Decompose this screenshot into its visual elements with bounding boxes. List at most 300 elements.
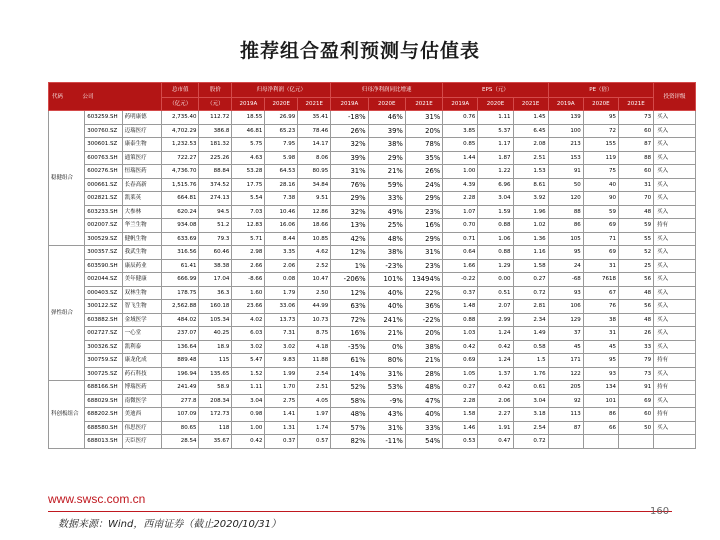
eps-2019a: 1.44 (443, 151, 478, 165)
net-profit-2021e: 1.74 (298, 421, 331, 435)
eps-2019a: 4.39 (443, 178, 478, 192)
forecast-table (48, 82, 696, 449)
share-price: 94.5 (199, 205, 232, 219)
pe-2020e: 59 (583, 205, 618, 219)
net-profit-2021e: 34.84 (298, 178, 331, 192)
table-row (49, 381, 696, 395)
table-row (49, 286, 696, 300)
net-profit-2019a: 2.66 (232, 259, 265, 273)
growth-2021e: 54% (405, 435, 442, 449)
rating: 买入 (654, 394, 696, 408)
pe-2021e: 87 (618, 138, 653, 152)
growth-2021e: 13494% (405, 273, 442, 287)
share-price: 208.34 (199, 394, 232, 408)
stock-code: 002727.SZ (85, 327, 122, 341)
stock-code: 603590.SH (85, 259, 122, 273)
net-profit-2021e: 2.50 (298, 286, 331, 300)
eps-2020e: 0.00 (478, 273, 513, 287)
net-profit-2019a: 17.75 (232, 178, 265, 192)
rating: 买入 (654, 421, 696, 435)
col-header-code: 代码 (52, 93, 64, 100)
share-price: 112.72 (199, 111, 232, 125)
table-row (49, 394, 696, 408)
company-name: 康龙化成 (122, 354, 162, 368)
eps-2020e: 1.87 (478, 151, 513, 165)
eps-2020e: 5.37 (478, 124, 513, 138)
eps-2021e: 1.5 (513, 354, 548, 368)
eps-2019a: 1.58 (443, 408, 478, 422)
net-profit-2020e: 13.73 (265, 313, 298, 327)
year-header: 2020E (478, 98, 513, 111)
table-row (49, 421, 696, 435)
growth-2021e: 28% (405, 367, 442, 381)
eps-2021e: 0.72 (513, 435, 548, 449)
growth-2019a: 76% (331, 178, 368, 192)
growth-2020e: 80% (368, 354, 405, 368)
pe-2019a: 24 (548, 259, 583, 273)
eps-2019a: 1.00 (443, 165, 478, 179)
eps-2020e: 1.59 (478, 205, 513, 219)
share-price: 35.67 (199, 435, 232, 449)
pe-2019a: 139 (548, 111, 583, 125)
pe-2020e: 93 (583, 367, 618, 381)
rating: 买入 (654, 124, 696, 138)
eps-2020e: 1.91 (478, 421, 513, 435)
share-price: 88.84 (199, 165, 232, 179)
net-profit-2021e: 2.51 (298, 381, 331, 395)
growth-2021e: 16% (405, 219, 442, 233)
company-name: 南微医学 (122, 394, 162, 408)
net-profit-2021e: 10.47 (298, 273, 331, 287)
net-profit-2019a: 3.04 (232, 394, 265, 408)
growth-2020e: -11% (368, 435, 405, 449)
growth-2020e: 39% (368, 124, 405, 138)
pe-2020e: 134 (583, 381, 618, 395)
net-profit-2019a: 18.55 (232, 111, 265, 125)
growth-2019a: 82% (331, 435, 368, 449)
eps-2020e: 2.99 (478, 313, 513, 327)
market-cap: 664.81 (162, 192, 199, 206)
eps-2020e: 1.17 (478, 138, 513, 152)
market-cap: 277.8 (162, 394, 199, 408)
growth-2019a: 29% (331, 192, 368, 206)
growth-2019a: 12% (331, 246, 368, 260)
pe-2021e: 50 (618, 421, 653, 435)
pe-2021e: 73 (618, 111, 653, 125)
net-profit-2020e: 9.83 (265, 354, 298, 368)
net-profit-2019a: 4.63 (232, 151, 265, 165)
growth-2021e: -22% (405, 313, 442, 327)
net-profit-2020e: 3.35 (265, 246, 298, 260)
stock-code: 600276.SH (85, 165, 122, 179)
pe-2020e: 72 (583, 124, 618, 138)
growth-2021e: 22% (405, 286, 442, 300)
net-profit-2019a: 1.52 (232, 367, 265, 381)
net-profit-2019a: 12.83 (232, 219, 265, 233)
rating: 持有 (654, 381, 696, 395)
net-profit-2021e: 11.88 (298, 354, 331, 368)
table-row (49, 367, 696, 381)
pe-2021e: 91 (618, 381, 653, 395)
growth-2020e: 241% (368, 313, 405, 327)
rating: 持有 (654, 354, 696, 368)
net-profit-2021e: 18.66 (298, 219, 331, 233)
rating: 买入 (654, 340, 696, 354)
pe-2019a: 106 (548, 300, 583, 314)
growth-2020e: 53% (368, 381, 405, 395)
pe-2019a: 92 (548, 394, 583, 408)
eps-2020e: 0.47 (478, 435, 513, 449)
growth-2021e: 38% (405, 340, 442, 354)
eps-2020e: 0.88 (478, 219, 513, 233)
net-profit-2020e: 3.02 (265, 340, 298, 354)
net-profit-2021e: 14.17 (298, 138, 331, 152)
table-row (49, 273, 696, 287)
pe-2020e: 38 (583, 313, 618, 327)
eps-2020e: 2.27 (478, 408, 513, 422)
growth-2020e: 46% (368, 111, 405, 125)
net-profit-2019a: 0.42 (232, 435, 265, 449)
company-name: 健帆生物 (122, 232, 162, 246)
growth-2020e: 21% (368, 327, 405, 341)
net-profit-2019a: 5.71 (232, 232, 265, 246)
company-name: 恒瑞医药 (122, 165, 162, 179)
pe-2019a: 45 (548, 340, 583, 354)
stock-code: 688166.SH (85, 381, 122, 395)
growth-2020e: 38% (368, 246, 405, 260)
eps-2021e: 8.61 (513, 178, 548, 192)
footer-url[interactable]: www.swsc.com.cn (48, 492, 146, 506)
rating: 买入 (654, 232, 696, 246)
growth-2020e: 48% (368, 232, 405, 246)
pe-2019a: 86 (548, 219, 583, 233)
pe-2021e: 56 (618, 300, 653, 314)
pe-2019a: 171 (548, 354, 583, 368)
pe-2020e: 95 (583, 354, 618, 368)
pe-2021e: 48 (618, 313, 653, 327)
net-profit-2021e: 0.57 (298, 435, 331, 449)
eps-2020e: 1.24 (478, 354, 513, 368)
growth-2019a: 32% (331, 205, 368, 219)
eps-2020e: 1.37 (478, 367, 513, 381)
rating: 买入 (654, 138, 696, 152)
eps-2021e: 3.04 (513, 394, 548, 408)
net-profit-2020e: 64.53 (265, 165, 298, 179)
eps-2021e: 1.02 (513, 219, 548, 233)
share-price: 172.73 (199, 408, 232, 422)
market-cap: 1,515.76 (162, 178, 199, 192)
growth-2021e: 29% (405, 232, 442, 246)
pe-2021e: 48 (618, 205, 653, 219)
share-price: 135.65 (199, 367, 232, 381)
eps-2019a: 1.05 (443, 367, 478, 381)
company-name: 美年健康 (122, 273, 162, 287)
growth-2021e: 33% (405, 421, 442, 435)
eps-2020e: 2.07 (478, 300, 513, 314)
company-name: 通策医疗 (122, 151, 162, 165)
eps-2021e: 1.16 (513, 246, 548, 260)
eps-2019a: 0.69 (443, 354, 478, 368)
company-name: 康辰药业 (122, 259, 162, 273)
share-price: 374.52 (199, 178, 232, 192)
growth-2019a: 31% (331, 165, 368, 179)
pe-2020e: 101 (583, 394, 618, 408)
rating: 持有 (654, 219, 696, 233)
net-profit-2019a: 0.98 (232, 408, 265, 422)
growth-2019a: 12% (331, 286, 368, 300)
eps-2020e: 1.24 (478, 327, 513, 341)
pe-2020e (583, 435, 618, 449)
net-profit-2021e: 12.86 (298, 205, 331, 219)
growth-2020e: 40% (368, 286, 405, 300)
pe-2021e: 69 (618, 394, 653, 408)
pe-2020e: 67 (583, 286, 618, 300)
net-profit-2019a: 2.98 (232, 246, 265, 260)
share-price: 225.26 (199, 151, 232, 165)
growth-2019a: 42% (331, 232, 368, 246)
table-row (49, 313, 696, 327)
eps-2019a: 2.28 (443, 394, 478, 408)
table-row (49, 219, 696, 233)
table-row (49, 259, 696, 273)
eps-2021e: 1.49 (513, 327, 548, 341)
market-cap: 237.07 (162, 327, 199, 341)
rating: 买入 (654, 178, 696, 192)
pe-2019a: 37 (548, 327, 583, 341)
eps-2020e: 1.29 (478, 259, 513, 273)
table-row (49, 111, 696, 125)
growth-2021e: 20% (405, 327, 442, 341)
net-profit-2021e: 8.06 (298, 151, 331, 165)
net-profit-2020e: 7.38 (265, 192, 298, 206)
rating: 买入 (654, 192, 696, 206)
table-row (49, 138, 696, 152)
eps-2021e: 2.81 (513, 300, 548, 314)
net-profit-2020e: 8.44 (265, 232, 298, 246)
company-name: 天臣医疗 (122, 435, 162, 449)
eps-2020e: 1.06 (478, 232, 513, 246)
eps-2019a: 0.27 (443, 381, 478, 395)
net-profit-2019a: 1.11 (232, 381, 265, 395)
eps-2019a: 1.46 (443, 421, 478, 435)
growth-2019a: 16% (331, 327, 368, 341)
rating: 买入 (654, 367, 696, 381)
pe-2021e: 55 (618, 232, 653, 246)
net-profit-2020e: 26.99 (265, 111, 298, 125)
net-profit-2020e: 2.06 (265, 259, 298, 273)
rating: 持有 (654, 408, 696, 422)
growth-2021e: 20% (405, 124, 442, 138)
company-name: 我武生物 (122, 246, 162, 260)
year-header: 2019A (232, 98, 265, 111)
eps-2019a: -0.22 (443, 273, 478, 287)
pe-2021e: 31 (618, 178, 653, 192)
eps-2019a: 0.53 (443, 435, 478, 449)
rating: 买入 (654, 111, 696, 125)
net-profit-2021e: 44.99 (298, 300, 331, 314)
growth-2021e: 40% (405, 408, 442, 422)
company-name: 迈瑞医疗 (122, 124, 162, 138)
market-cap: 620.24 (162, 205, 199, 219)
growth-2021e: 23% (405, 205, 442, 219)
eps-2021e: 2.51 (513, 151, 548, 165)
growth-2021e: 23% (405, 259, 442, 273)
net-profit-2021e: 10.73 (298, 313, 331, 327)
growth-2019a: 72% (331, 313, 368, 327)
col-header-rating: 投资评级 (654, 83, 696, 111)
share-price: 38.38 (199, 259, 232, 273)
pe-2020e: 69 (583, 219, 618, 233)
net-profit-2019a: 5.47 (232, 354, 265, 368)
eps-2019a: 0.71 (443, 232, 478, 246)
share-price: 118 (199, 421, 232, 435)
eps-2019a: 0.70 (443, 219, 478, 233)
pe-2020e: 95 (583, 111, 618, 125)
market-cap: 722.27 (162, 151, 199, 165)
company-name: 金域医学 (122, 313, 162, 327)
table-body (49, 111, 696, 449)
market-cap: 484.02 (162, 313, 199, 327)
growth-2019a: 57% (331, 421, 368, 435)
stock-code: 688013.SH (85, 435, 122, 449)
pe-2019a: 91 (548, 165, 583, 179)
net-profit-2021e: 8.75 (298, 327, 331, 341)
net-profit-2019a: 5.54 (232, 192, 265, 206)
pe-2020e: 155 (583, 138, 618, 152)
growth-2020e: 21% (368, 165, 405, 179)
growth-2019a: 52% (331, 381, 368, 395)
group-label: 弹性组合 (49, 246, 85, 381)
col-header-growth: 归母净利润同比增速 (331, 83, 443, 98)
growth-2021e: 78% (405, 138, 442, 152)
net-profit-2021e: 4.05 (298, 394, 331, 408)
growth-2019a: -206% (331, 273, 368, 287)
stock-code: 000661.SZ (85, 178, 122, 192)
stock-code: 688580.SH (85, 421, 122, 435)
market-cap: 241.49 (162, 381, 199, 395)
market-cap: 2,562.88 (162, 300, 199, 314)
table-row (49, 327, 696, 341)
pe-2019a: 129 (548, 313, 583, 327)
share-price: 115 (199, 354, 232, 368)
rating: 买入 (654, 286, 696, 300)
net-profit-2020e: 16.06 (265, 219, 298, 233)
col-header-mktcap: 总市值 (162, 83, 199, 98)
pe-2020e: 40 (583, 178, 618, 192)
stock-code: 300529.SZ (85, 232, 122, 246)
market-cap: 61.41 (162, 259, 199, 273)
pe-2019a: -68 (548, 273, 583, 287)
market-cap: 666.99 (162, 273, 199, 287)
company-name: 伟思医疗 (122, 421, 162, 435)
year-header: 2019A (331, 98, 368, 111)
eps-2021e: 0.27 (513, 273, 548, 287)
share-price: 18.9 (199, 340, 232, 354)
growth-2020e: 33% (368, 192, 405, 206)
eps-2020e: 0.42 (478, 381, 513, 395)
col-header-group-code (49, 83, 162, 111)
net-profit-2020e: 1.41 (265, 408, 298, 422)
market-cap: 107.09 (162, 408, 199, 422)
pe-2019a: 87 (548, 421, 583, 435)
eps-2020e: 0.51 (478, 286, 513, 300)
net-profit-2021e: 9.51 (298, 192, 331, 206)
net-profit-2020e: 1.99 (265, 367, 298, 381)
eps-2019a: 1.07 (443, 205, 478, 219)
net-profit-2019a: 7.03 (232, 205, 265, 219)
net-profit-2021e: 78.46 (298, 124, 331, 138)
growth-2019a: 39% (331, 151, 368, 165)
company-name: 康泰生物 (122, 138, 162, 152)
data-source-note: 数据来源：Wind，西南证券（截止2020/10/31） (58, 519, 281, 530)
rating: 买入 (654, 313, 696, 327)
pe-2021e: 79 (618, 354, 653, 368)
group-label: 稳健组合 (49, 111, 85, 246)
pe-2019a: 205 (548, 381, 583, 395)
market-cap: 889.48 (162, 354, 199, 368)
rating: 买入 (654, 259, 696, 273)
pe-2021e: 60 (618, 124, 653, 138)
stock-code: 688029.SH (85, 394, 122, 408)
eps-2021e: 2.08 (513, 138, 548, 152)
growth-2020e: 38% (368, 138, 405, 152)
eps-2019a: 0.88 (443, 313, 478, 327)
eps-2021e: 1.96 (513, 205, 548, 219)
col-header-price: 股价 (199, 83, 232, 98)
company-name: 药石科技 (122, 367, 162, 381)
eps-2019a: 0.64 (443, 246, 478, 260)
rating: 买入 (654, 165, 696, 179)
col-header-netprofit: 归母净利润（亿元） (232, 83, 331, 98)
year-header: 2021E (618, 98, 653, 111)
eps-2021e: 3.92 (513, 192, 548, 206)
eps-2021e: 1.53 (513, 165, 548, 179)
table-row (49, 192, 696, 206)
net-profit-2019a: 46.81 (232, 124, 265, 138)
eps-2021e: 2.34 (513, 313, 548, 327)
growth-2020e: 40% (368, 300, 405, 314)
growth-2019a: 26% (331, 124, 368, 138)
stock-code: 000403.SZ (85, 286, 122, 300)
market-cap: 80.65 (162, 421, 199, 435)
growth-2019a: -18% (331, 111, 368, 125)
eps-2021e: 0.58 (513, 340, 548, 354)
company-name: 药明康德 (122, 111, 162, 125)
pe-2021e: 48 (618, 286, 653, 300)
eps-2020e: 6.96 (478, 178, 513, 192)
pe-2021e: 60 (618, 165, 653, 179)
growth-2021e: 48% (405, 381, 442, 395)
stock-code: 300601.SZ (85, 138, 122, 152)
col-header-company: 公司 (82, 93, 94, 100)
year-header: 2021E (405, 98, 442, 111)
rating: 买入 (654, 246, 696, 260)
pe-2020e: 69 (583, 246, 618, 260)
net-profit-2019a: 4.02 (232, 313, 265, 327)
company-name: 美迪西 (122, 408, 162, 422)
net-profit-2021e: 2.54 (298, 367, 331, 381)
eps-2020e: 1.22 (478, 165, 513, 179)
year-header: 2020E (265, 98, 298, 111)
net-profit-2021e: 4.62 (298, 246, 331, 260)
stock-code: 300326.SZ (85, 340, 122, 354)
share-price: 36.3 (199, 286, 232, 300)
growth-2020e: 59% (368, 178, 405, 192)
pe-2019a: 113 (548, 408, 583, 422)
growth-2021e: 26% (405, 165, 442, 179)
market-cap: 4,702.29 (162, 124, 199, 138)
table-row (49, 165, 696, 179)
